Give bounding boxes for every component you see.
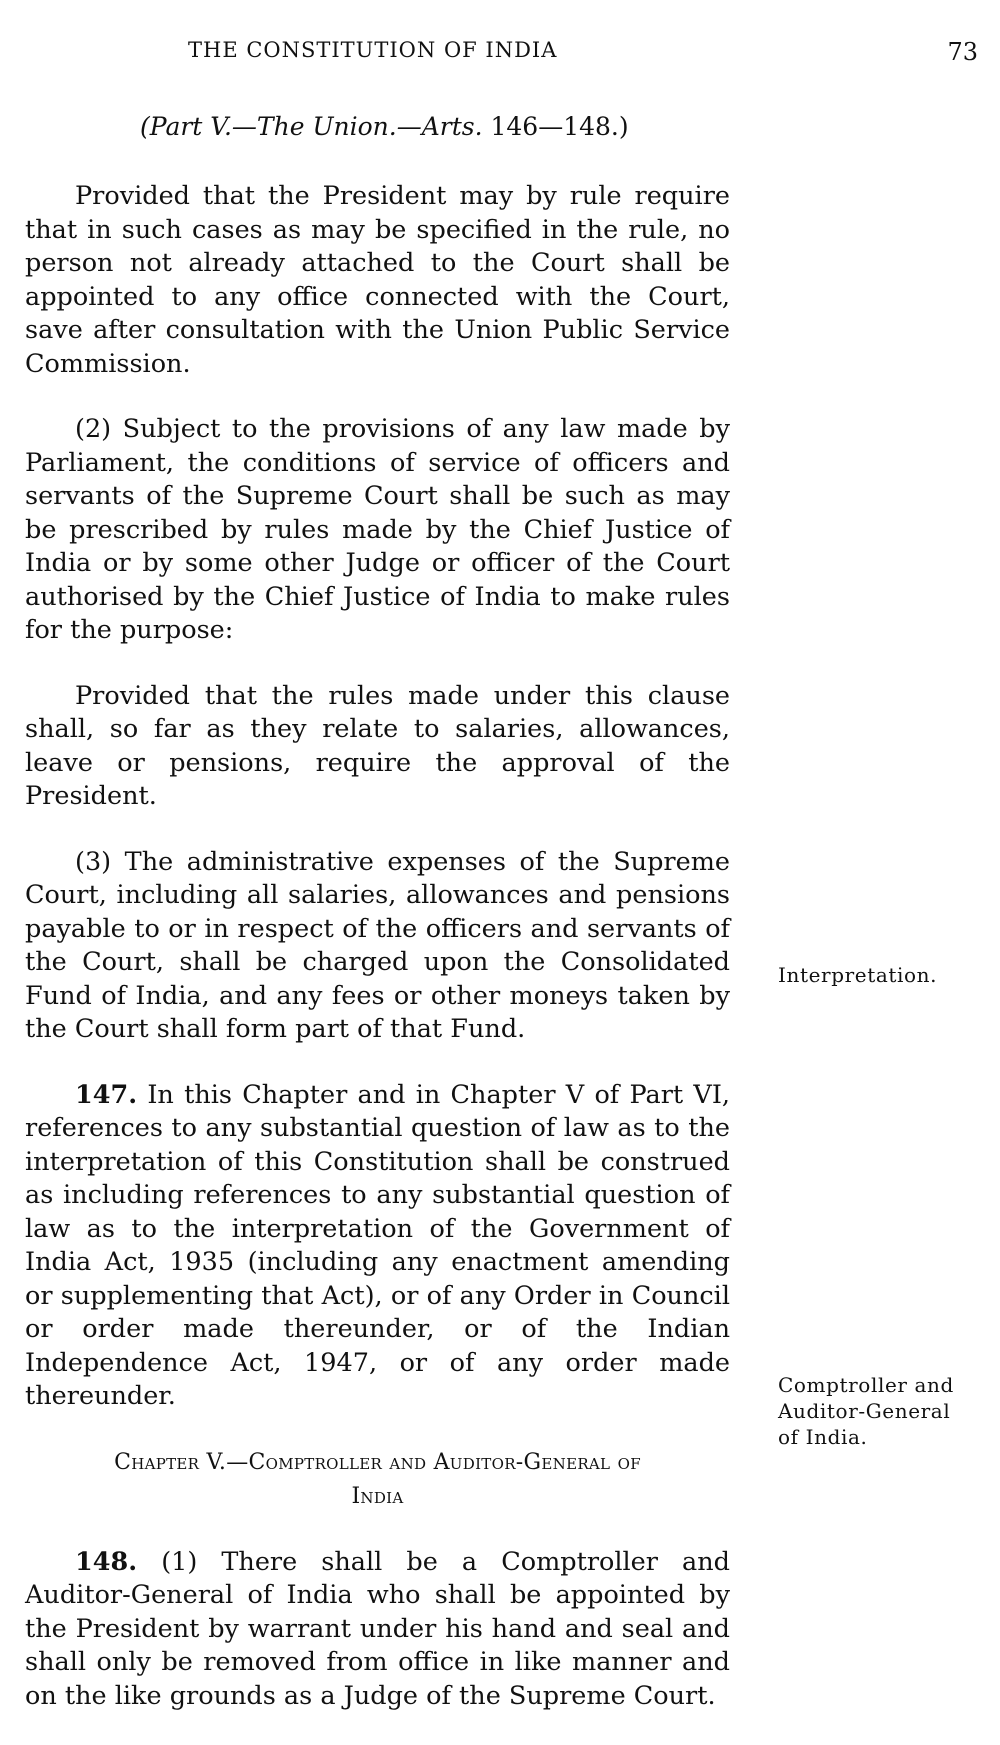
margin-note-interpretation: Interpretation. (778, 963, 938, 987)
chapter-heading-line-2: India (351, 1483, 404, 1509)
article-147-number: 147. (75, 1079, 138, 1110)
article-148-text: (1) There shall be a Comptroller and Auditor-General of India who shall be appointed by the President by warrant under his hand and seal and shall only be removed from office in like manner and on the like grounds as a Judge of the Supreme Court. (25, 1546, 730, 1711)
margin-note-comptroller-line-2: Auditor-General (778, 1399, 951, 1423)
chapter-heading-line-1: Chapter V.—Comptroller and Auditor-General of (114, 1449, 641, 1475)
page-number: 73 (947, 38, 978, 66)
chapter-heading (55, 1446, 700, 1514)
body-text (25, 180, 730, 1745)
proviso-paragraph-2: Provided that the rules made under this clause shall, so far as they relate to salaries, allowances, leave or pensions, require the approval of the President. (25, 680, 730, 811)
page-header (0, 38, 1000, 68)
article-147-paragraph (25, 1079, 730, 1414)
part-reference-italic: (Part V.—The Union.—Arts. (140, 112, 483, 141)
article-148-number: 148. (75, 1546, 138, 1577)
part-reference (140, 112, 629, 141)
margin-note-comptroller-line-3: of India. (778, 1425, 868, 1449)
running-title: THE CONSTITUTION OF INDIA (188, 38, 558, 62)
margin-note-comptroller-line-1: Comptroller and (778, 1373, 954, 1397)
part-reference-articles: 146—148.) (482, 112, 629, 141)
article-148-paragraph (25, 1546, 730, 1714)
clause-2-paragraph: (2) Subject to the provisions of any law made by Parliament, the conditions of service of officers and servants of the Supreme Court shall be such as may be prescribed by rules made by the Chief Justice of India or by some other Judge or officer of the Court authorised by the Chief Justice of India to make rules for the purpose: (25, 414, 730, 645)
clause-3-paragraph: (3) The administrative expenses of the Supreme Court, including all salaries, allowances and pensions payable to or in respect of the officers and servants of the Court, shall be charged upon the Consolidated Fund of India, and any fees or other moneys taken by the Court shall form part of that Fund. (25, 846, 730, 1044)
proviso-paragraph-1: Provided that the President may by rule require that in such cases as may be specified in the rule, no person not already attached to the Court shall be appointed to any office connected with the Court, save after consultation with the Union Public Service Commission. (25, 181, 730, 379)
article-147-text: In this Chapter and in Chapter V of Part VI, references to any substantial question of law as to the interpretation of this Constitution shall be construed as including references to any substantial question of law as to the interpretation of the Government of India Act, 1935 (including any enactment amending or supplementing that Act), or of any Order in Council or order made thereunder, or of the Indian Independence Act, 1947, or of any order made thereunder. (25, 1079, 730, 1411)
margin-note-comptroller (778, 1372, 983, 1450)
